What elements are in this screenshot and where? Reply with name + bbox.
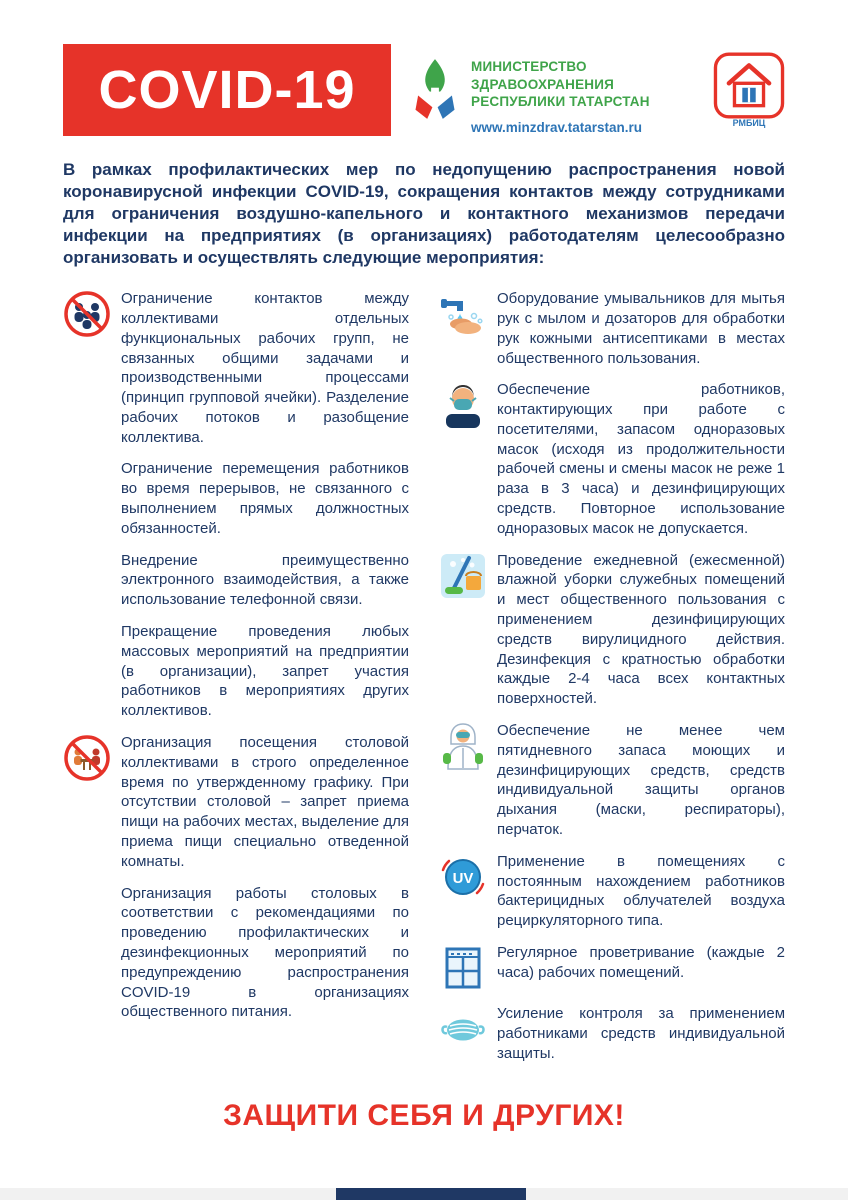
intro-paragraph: В рамках профилактических мер по недопущению распространения новой коронавирусной инфекции COVID-19, сокращения контактов между сотрудниками для ограничения воздушно-капельного и контактного механизмов передачи инфекции на предприятиях (в организациях) работодателям целесообразно организовать и осуществлять следующие мероприятия: [63,159,785,268]
next-page-edge [336,1188,526,1200]
window-icon [439,943,497,992]
measure-text: Организация работы столовых в соответствии с рекомендациями по проведению профилактических и дезинфекционных мероприятий по предупреждению распространения COVID-19 в организациях общественного питания. [121,884,409,1021]
partner-logo-caption: РМБИЦ [732,117,766,128]
measure-text: Оборудование умывальников для мытья рук с мылом и дозаторов для обработки рук кожными антисептиками в местах общественного пользования. [497,290,785,367]
measure-text: Обеспечение работников, контактирующих при работе с посетителями, запасом одноразовых масок (исходя из продолжительности рабочей смены и смены масок не реже 1 раза в 3 часа) и дезинфицирующих средств. Повторное использование одноразовых масок не допускается. [497,381,785,537]
measure-text: Организация посещения столовой коллективами в строго определенное время по утвержденному графику. При отсутствии столовой – запрет приема пищи на рабочих местах, выделение для приема пищи специально отведенной комнаты. [121,734,409,870]
icon-spacer [63,622,121,721]
measure-item [63,622,409,721]
measure-item [439,943,785,992]
measure-text: Обеспечение не менее чем пятидневного запаса моющих и дезинфицирующих средств, средств индивидуальной защиты органов дыхания (маски, респираторы), перчаток. [497,722,785,839]
uv-lamp-icon [439,852,497,931]
measure-text: Внедрение преимущественно электронного взаимодействия, а также использование телефонной связи. [121,551,409,609]
ministry-logo-icon [409,56,461,122]
page-title: COVID-19 [98,60,356,120]
measure-item [439,551,785,709]
mask-icon [439,1004,497,1063]
icon-spacer [63,884,121,1023]
ministry-website-link[interactable]: www.minzdrav.tatarstan.ru [471,119,643,135]
measure-text: Регулярное проветривание (каждые 2 часа) рабочих помещений. [497,944,785,981]
measures-columns [63,289,785,1075]
measure-text: Усиление контроля за применением работниками средств индивидуальной защиты. [497,1005,785,1062]
handwash-icon [439,289,497,368]
measure-text: Применение в помещениях с постоянным нахождением работников бактерицидных облучателей воздуха рециркуляторного типа. [497,852,785,930]
ministry-name-line1: МИНИСТЕРСТВО ЗДРАВООХРАНЕНИЯ [471,59,615,92]
canteen-restriction-icon [63,733,121,872]
uv-label: UV [452,869,474,887]
measure-text: Прекращение проведения любых массовых мероприятий на предприятии (в организации), запрет участия работников в мероприятиях других коллективов. [121,623,409,720]
page-edge-artifact [0,1188,848,1200]
covid-banner [63,44,391,136]
ministry-text [471,56,713,137]
group-contact-restriction-icon [63,289,121,447]
measure-text: Ограничение перемещения работников во время перерывов, не связанного с выполнением прямых должностных обязанностей. [121,460,409,537]
partner-logo [713,44,785,128]
measure-item [63,884,409,1023]
measure-item [439,380,785,538]
header [0,0,848,137]
measure-text: Ограничение контактов между коллективами отдельных функциональных рабочих групп, не связанных общими задачами и производственными процессами (принцип групповой ячейки). Разделение рабочих потоков и разобщение коллектива. [121,290,409,446]
slogan: ЗАЩИТИ СЕБЯ И ДРУГИХ! [223,1099,625,1133]
right-column [439,289,785,1075]
measure-item [439,289,785,368]
measure-item [439,721,785,840]
measure-item [439,852,785,931]
icon-spacer [63,551,121,610]
measure-item [63,733,409,872]
cleaning-icon [439,551,497,709]
icon-spacer [63,459,121,538]
measure-item [63,289,409,447]
ppe-suit-icon [439,721,497,840]
measure-text: Проведение ежедневной (ежесменной) влажной уборки служебных помещений и мест общественного пользования с применением дезинфицирующих средств вирулицидного действия. Дезинфекция с кратностью обработки каждые 2-4 часа всех контактных поверхностей. [497,551,785,708]
measure-item [439,1004,785,1063]
measure-item [63,459,409,538]
masked-worker-icon [439,380,497,538]
measure-item [63,551,409,610]
left-column [63,289,409,1075]
ministry-block [409,44,713,137]
ministry-name-line2: РЕСПУБЛИКИ ТАТАРСТАН [471,94,650,110]
